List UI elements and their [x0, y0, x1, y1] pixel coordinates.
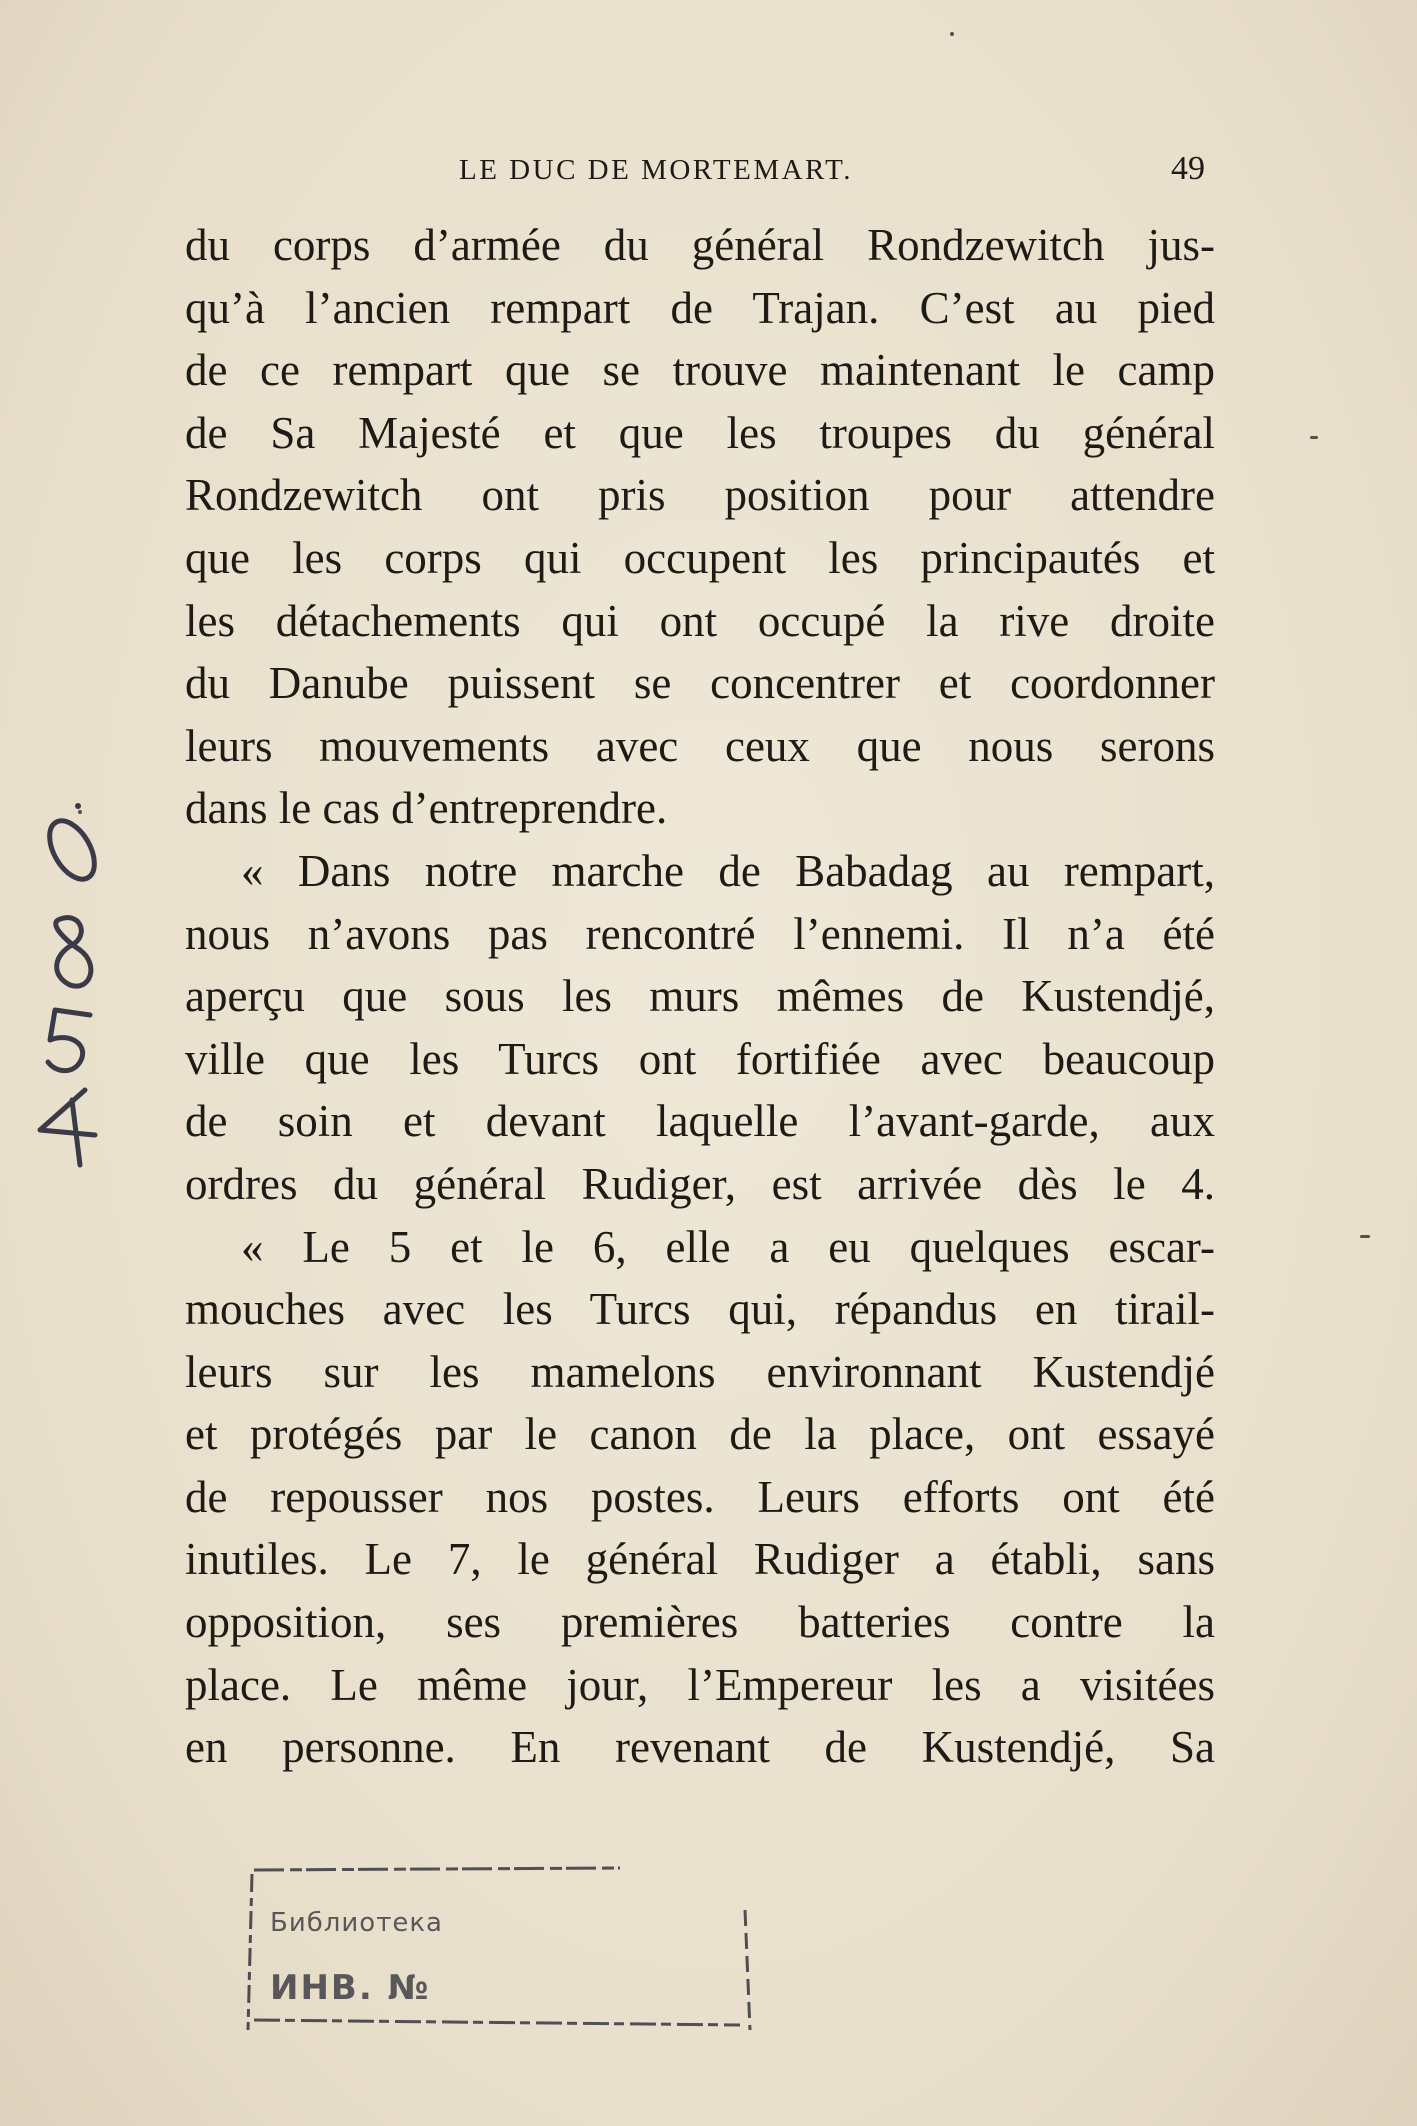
- paragraph-start: « Le 5 et le 6, elle a eu quelques escar-: [241, 1221, 1215, 1272]
- text-line: leurs mouvements avec ceux que nous serons: [185, 720, 1215, 771]
- text-line: de Sa Majesté et que les troupes du général: [185, 407, 1215, 458]
- text-line: opposition, ses premières batteries contre la: [185, 1597, 1215, 1648]
- text-line: de ce rempart que se trouve maintenant le camp: [185, 345, 1215, 396]
- text-line: du corps d’armée du général Rondzewitch jus-: [185, 220, 1215, 270]
- paper-speck: [78, 810, 82, 814]
- text-line: mouches avec les Turcs qui, répandus en tirail-: [185, 1284, 1215, 1335]
- paragraph-start: « Dans notre marche de Babadag au rempart,: [241, 845, 1215, 896]
- body-text: [185, 214, 1215, 1779]
- text-line: leurs sur les mamelons environnant Kustendjé: [185, 1346, 1215, 1397]
- text-line: qu’à l’ancien rempart de Trajan. C’est au pied: [185, 282, 1215, 333]
- text-line: que les corps qui occupent les principautés et: [185, 532, 1215, 583]
- text-line: inutiles. Le 7, le général Rudiger a établi, sans: [185, 1534, 1215, 1585]
- text-line: du Danube puissent se concentrer et coordonner: [185, 658, 1215, 709]
- paper-speck: [950, 32, 954, 36]
- handwritten-margin-number: [10, 800, 120, 1180]
- text-line: de soin et devant laquelle l’avant-garde, aux: [185, 1096, 1215, 1147]
- text-line: les détachements qui ont occupé la rive droite: [185, 595, 1215, 646]
- paper-speck: [1310, 436, 1318, 439]
- text-line: ordres du général Rudiger, est arrivée dès le 4.: [185, 1158, 1215, 1209]
- text-line: et protégés par le canon de la place, ont essayé: [185, 1409, 1215, 1460]
- text-line: place. Le même jour, l’Empereur les a visitées: [185, 1659, 1215, 1710]
- text-line: de repousser nos postes. Leurs efforts ont été: [185, 1471, 1215, 1522]
- stamp-line-1: Библиотека: [270, 1908, 443, 1938]
- text-line: en personne. En revenant de Kustendjé, Sa: [185, 1722, 1215, 1773]
- text-line: dans le cas d’entreprendre.: [185, 783, 668, 834]
- text-line: ville que les Turcs ont fortifiée avec beaucoup: [185, 1033, 1215, 1084]
- paper-speck: [1360, 1235, 1370, 1238]
- stamp-line-2: ИНВ. №: [270, 1968, 431, 2008]
- running-head: [185, 150, 1205, 194]
- page-number: 49: [1171, 150, 1205, 187]
- library-stamp: [240, 1860, 770, 2060]
- text-line: aperçu que sous les murs mêmes de Kustendjé,: [185, 971, 1215, 1022]
- text-line: nous n’avons pas rencontré l’ennemi. Il n’a été: [185, 908, 1215, 959]
- running-title: LE DUC DE MORTEMART.: [459, 154, 853, 186]
- text-line: Rondzewitch ont pris position pour attendre: [185, 470, 1215, 521]
